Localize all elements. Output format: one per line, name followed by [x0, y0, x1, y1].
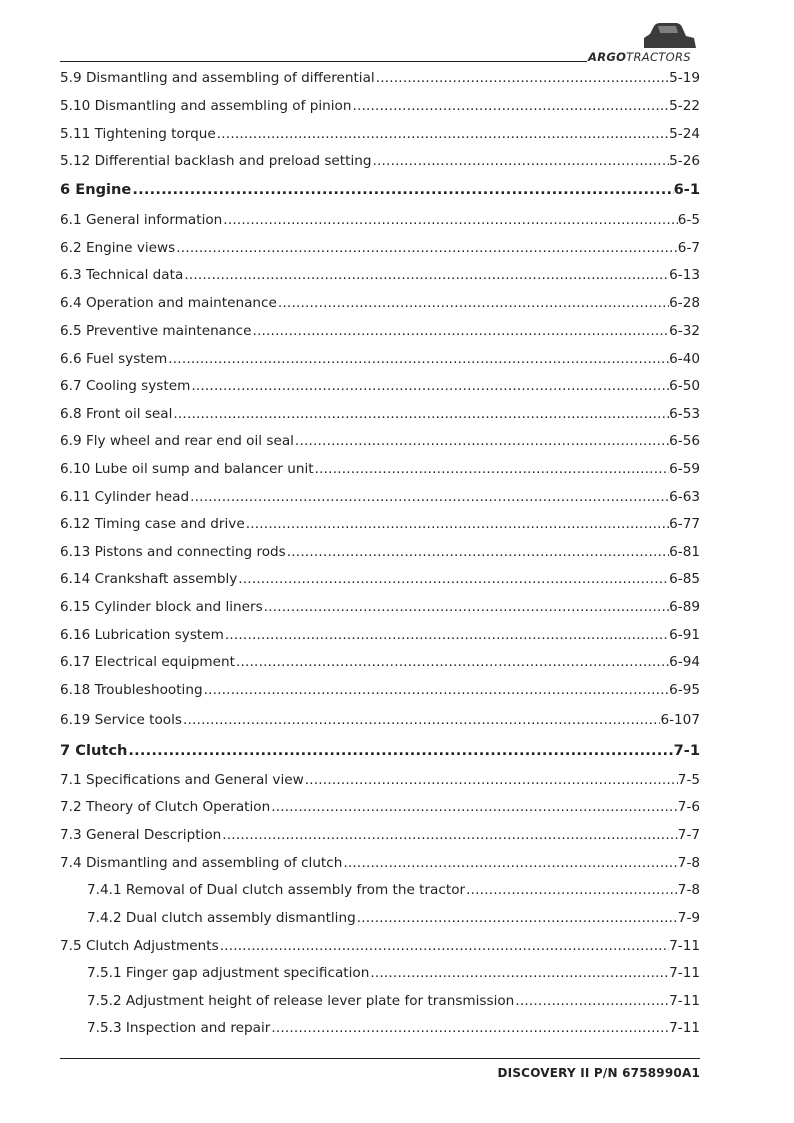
- toc-entry-title: 5.12 Differential backlash and preload setting: [60, 153, 372, 169]
- toc-entry-page: 7-11: [669, 965, 700, 981]
- toc-entry-title: 7.1 Specifications and General view: [60, 772, 304, 788]
- toc-entry-title: 6.12 Timing case and drive: [60, 516, 245, 532]
- toc-entry-page: 5-24: [669, 126, 700, 142]
- toc-entry-page: 7-5: [677, 772, 700, 788]
- toc-section-entry[interactable]: [60, 937, 700, 955]
- toc-entry-title: 6.19 Service tools: [60, 712, 182, 728]
- footer-document-id: DISCOVERY II P/N 6758990A1: [497, 1066, 700, 1080]
- toc-leader-dots: [238, 570, 669, 588]
- toc-leader-dots: [190, 488, 669, 506]
- toc-entry-page: 6-63: [669, 489, 700, 505]
- toc-section-entry[interactable]: [60, 854, 700, 872]
- toc-section-entry[interactable]: [60, 152, 700, 170]
- toc-entry-title: 6.16 Lubrication system: [60, 627, 224, 643]
- toc-section-entry[interactable]: [60, 350, 700, 368]
- toc-entry-page: 6-94: [669, 654, 700, 670]
- footer-rule: [60, 1058, 700, 1059]
- toc-entry-page: 6-95: [669, 682, 700, 698]
- toc-entry-page: 6-50: [669, 378, 700, 394]
- toc-entry-title: 7.3 General Description: [60, 827, 222, 843]
- toc-section-entry[interactable]: [60, 377, 700, 395]
- toc-leader-dots: [287, 543, 669, 561]
- toc-leader-dots: [370, 964, 669, 982]
- toc-leader-dots: [191, 377, 669, 395]
- toc-leader-dots: [352, 97, 669, 115]
- toc-entry-page: 7-7: [677, 827, 700, 843]
- toc-subsection-entry[interactable]: [87, 881, 700, 899]
- toc-entry-title: 6.6 Fuel system: [60, 351, 168, 367]
- toc-leader-dots: [222, 826, 678, 844]
- toc-entry-page: 7-11: [669, 1020, 700, 1036]
- toc-section-entry[interactable]: [60, 711, 700, 729]
- toc-leader-dots: [173, 405, 669, 423]
- toc-entry-page: 6-107: [660, 712, 700, 728]
- toc-section-entry[interactable]: [60, 69, 700, 87]
- toc-entry-title: 7.2 Theory of Clutch Operation: [60, 799, 271, 815]
- toc-entry-title: 7.4.2 Dual clutch assembly dismantling: [87, 910, 356, 926]
- toc-entry-title: 6.2 Engine views: [60, 240, 176, 256]
- toc-entry-title: 6.1 General information: [60, 212, 223, 228]
- toc-leader-dots: [315, 460, 670, 478]
- toc-chapter-entry[interactable]: [60, 742, 700, 760]
- toc-leader-dots: [372, 152, 669, 170]
- toc-leader-dots: [515, 992, 669, 1010]
- toc-leader-dots: [236, 653, 669, 671]
- logo-wordmark-bold: ARGO: [588, 50, 627, 64]
- toc-leader-dots: [128, 742, 673, 760]
- toc-entry-page: 7-8: [677, 882, 700, 898]
- toc-entry-title: 6.18 Troubleshooting: [60, 682, 203, 698]
- toc-leader-dots: [305, 771, 678, 789]
- toc-section-entry[interactable]: [60, 211, 700, 229]
- toc-leader-dots: [271, 1019, 669, 1037]
- toc-entry-title: 6.14 Crankshaft assembly: [60, 571, 238, 587]
- toc-entry-title: 6.9 Fly wheel and rear end oil seal: [60, 433, 294, 449]
- toc-entry-title: 5.10 Dismantling and assembling of pinion: [60, 98, 352, 114]
- tractor-icon: [636, 20, 700, 50]
- toc-leader-dots: [168, 350, 669, 368]
- toc-section-entry[interactable]: [60, 97, 700, 115]
- toc-leader-dots: [278, 294, 669, 312]
- toc-entry-page: 7-1: [673, 742, 700, 759]
- toc-section-entry[interactable]: [60, 294, 700, 312]
- toc-subsection-entry[interactable]: [87, 909, 700, 927]
- toc-entry-title: 6 Engine: [60, 181, 132, 198]
- toc-entry-title: 7.5.3 Inspection and repair: [87, 1020, 271, 1036]
- toc-leader-dots: [252, 322, 669, 340]
- argo-tractors-logo: [586, 20, 702, 68]
- toc-entry-title: 6.17 Electrical equipment: [60, 654, 235, 670]
- toc-entry-title: 6.5 Preventive maintenance: [60, 323, 252, 339]
- toc-leader-dots: [183, 711, 661, 729]
- toc-entry-title: 6.15 Cylinder block and liners: [60, 599, 263, 615]
- toc-section-entry[interactable]: [60, 125, 700, 143]
- toc-section-entry[interactable]: [60, 266, 700, 284]
- toc-section-entry[interactable]: [60, 798, 700, 816]
- toc-section-entry[interactable]: [60, 239, 700, 257]
- toc-entry-page: 6-1: [673, 181, 700, 198]
- toc-entry-page: 7-11: [669, 993, 700, 1009]
- toc-entry-title: 6.13 Pistons and connecting rods: [60, 544, 286, 560]
- toc-section-entry[interactable]: [60, 405, 700, 423]
- toc-entry-page: 6-89: [669, 599, 700, 615]
- toc-subsection-entry[interactable]: [87, 1019, 700, 1037]
- toc-leader-dots: [271, 798, 678, 816]
- toc-section-entry[interactable]: [60, 826, 700, 844]
- toc-leader-dots: [217, 125, 669, 143]
- toc-entry-page: 7-11: [669, 938, 700, 954]
- toc-entry-page: 6-40: [669, 351, 700, 367]
- toc-entry-page: 5-22: [669, 98, 700, 114]
- toc-section-entry[interactable]: [60, 432, 700, 450]
- toc-subsection-entry[interactable]: [87, 992, 700, 1010]
- toc-entry-page: 6-5: [677, 212, 700, 228]
- toc-entry-page: 6-56: [669, 433, 700, 449]
- toc-entry-title: 5.11 Tightening torque: [60, 126, 216, 142]
- toc-section-entry[interactable]: [60, 515, 700, 533]
- toc-entry-title: 6.8 Front oil seal: [60, 406, 173, 422]
- toc-entry-title: 7.5.1 Finger gap adjustment specification: [87, 965, 370, 981]
- toc-entry-page: 7-8: [677, 855, 700, 871]
- toc-leader-dots: [184, 266, 669, 284]
- toc-leader-dots: [246, 515, 669, 533]
- toc-entry-page: 6-28: [669, 295, 700, 311]
- toc-entry-page: 7-9: [677, 910, 700, 926]
- toc-entry-page: 7-6: [677, 799, 700, 815]
- toc-entry-title: 7.5.2 Adjustment height of release lever plate for transmission: [87, 993, 515, 1009]
- toc-entry-page: 6-32: [669, 323, 700, 339]
- toc-leader-dots: [223, 211, 678, 229]
- toc-entry-page: 5-26: [669, 153, 700, 169]
- toc-subsection-entry[interactable]: [87, 964, 700, 982]
- toc-leader-dots: [357, 909, 678, 927]
- toc-entry-page: 6-91: [669, 627, 700, 643]
- toc-leader-dots: [220, 937, 669, 955]
- toc-entry-title: 6.7 Cooling system: [60, 378, 191, 394]
- toc-leader-dots: [264, 598, 669, 616]
- toc-entry-title: 7.5 Clutch Adjustments: [60, 938, 219, 954]
- toc-entry-page: 6-13: [669, 267, 700, 283]
- toc-leader-dots: [204, 681, 670, 699]
- toc-entry-title: 6.11 Cylinder head: [60, 489, 190, 505]
- toc-entry-title: 6.4 Operation and maintenance: [60, 295, 277, 311]
- toc-entry-title: 7.4.1 Removal of Dual clutch assembly from the tractor: [87, 882, 466, 898]
- toc-section-entry[interactable]: [60, 460, 700, 478]
- logo-wordmark-light: TRACTORS: [626, 50, 691, 64]
- toc-entry-page: 6-7: [677, 240, 700, 256]
- toc-entry-page: 6-81: [669, 544, 700, 560]
- toc-section-entry[interactable]: [60, 681, 700, 699]
- logo-wordmark: [588, 50, 691, 64]
- toc-entry-title: 6.3 Technical data: [60, 267, 184, 283]
- toc-entry-page: 6-77: [669, 516, 700, 532]
- toc-leader-dots: [466, 881, 678, 899]
- toc-section-entry[interactable]: [60, 653, 700, 671]
- toc-section-entry[interactable]: [60, 598, 700, 616]
- toc-leader-dots: [225, 626, 669, 644]
- toc-leader-dots: [132, 181, 673, 199]
- toc-leader-dots: [295, 432, 669, 450]
- toc-section-entry[interactable]: [60, 322, 700, 340]
- toc-entry-title: 7.4 Dismantling and assembling of clutch: [60, 855, 343, 871]
- toc-section-entry[interactable]: [60, 570, 700, 588]
- toc-leader-dots: [176, 239, 678, 257]
- toc-leader-dots: [376, 69, 669, 87]
- toc-chapter-entry[interactable]: [60, 181, 700, 199]
- toc-entry-page: 6-53: [669, 406, 700, 422]
- toc-leader-dots: [343, 854, 677, 872]
- toc-entry-title: 6.10 Lube oil sump and balancer unit: [60, 461, 314, 477]
- toc-entry-page: 6-59: [669, 461, 700, 477]
- toc-entry-title: 7 Clutch: [60, 742, 128, 759]
- toc-section-entry[interactable]: [60, 488, 700, 506]
- header-rule: [60, 61, 587, 62]
- toc-section-entry[interactable]: [60, 543, 700, 561]
- toc-entry-page: 6-85: [669, 571, 700, 587]
- toc-section-entry[interactable]: [60, 626, 700, 644]
- toc-section-entry[interactable]: [60, 771, 700, 789]
- toc-entry-page: 5-19: [669, 70, 700, 86]
- toc-entry-title: 5.9 Dismantling and assembling of differential: [60, 70, 375, 86]
